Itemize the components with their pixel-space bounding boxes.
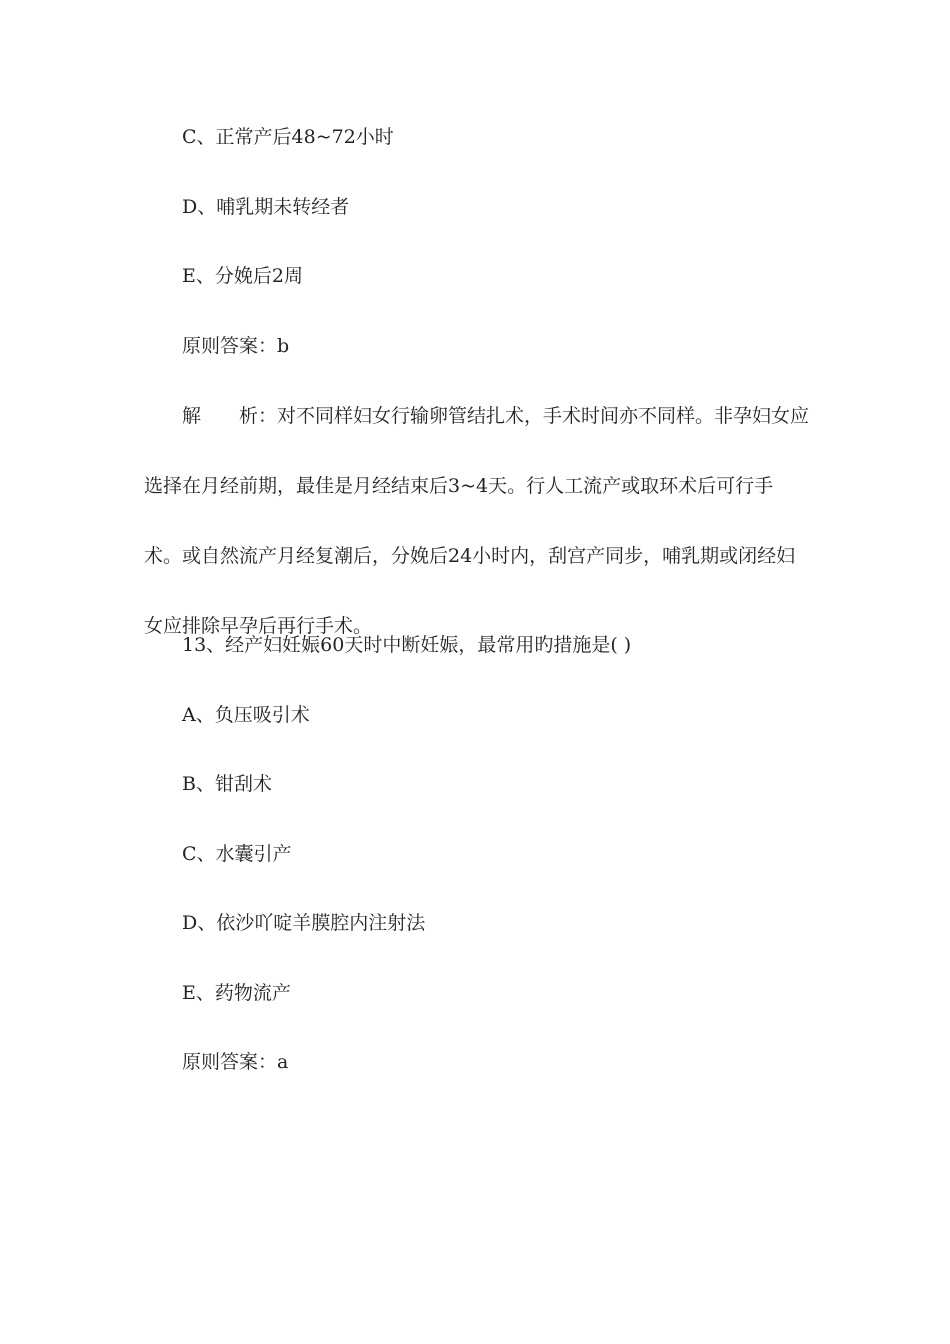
question-13-stem: 13、经产妇妊娠60天时中断妊娠，最常用旳措施是( ) — [182, 634, 632, 656]
analysis-paragraph — [144, 381, 810, 661]
analysis-label-1: 解 — [182, 405, 202, 427]
option-e: E、分娩后2周 — [182, 265, 303, 287]
q13-option-b: B、钳刮术 — [182, 773, 272, 795]
option-d: D、哺乳期未转经者 — [182, 196, 350, 218]
answer-line: 原则答案：b — [182, 335, 290, 357]
q13-answer-line: 原则答案：a — [182, 1051, 289, 1073]
analysis-text: 对不同样妇女行输卵管结扎术，手术时间亦不同样。非孕妇女应选择在月经前期，最佳是月经结束后3~4天。行人工流产或取环术后可行手术。或自然流产月经复潮后，分娩后24小时内，刮宫产同步，哺乳期或闭经妇女应排除早孕后再行手术。 — [144, 405, 810, 637]
analysis-label-2: 析： — [239, 405, 278, 427]
q13-option-e: E、药物流产 — [182, 982, 291, 1004]
q13-option-a: A、负压吸引术 — [182, 704, 310, 726]
q13-option-c: C、水囊引产 — [182, 843, 292, 865]
option-c: C、正常产后48~72小时 — [182, 126, 394, 148]
q13-option-d: D、依沙吖啶羊膜腔内注射法 — [182, 912, 426, 934]
